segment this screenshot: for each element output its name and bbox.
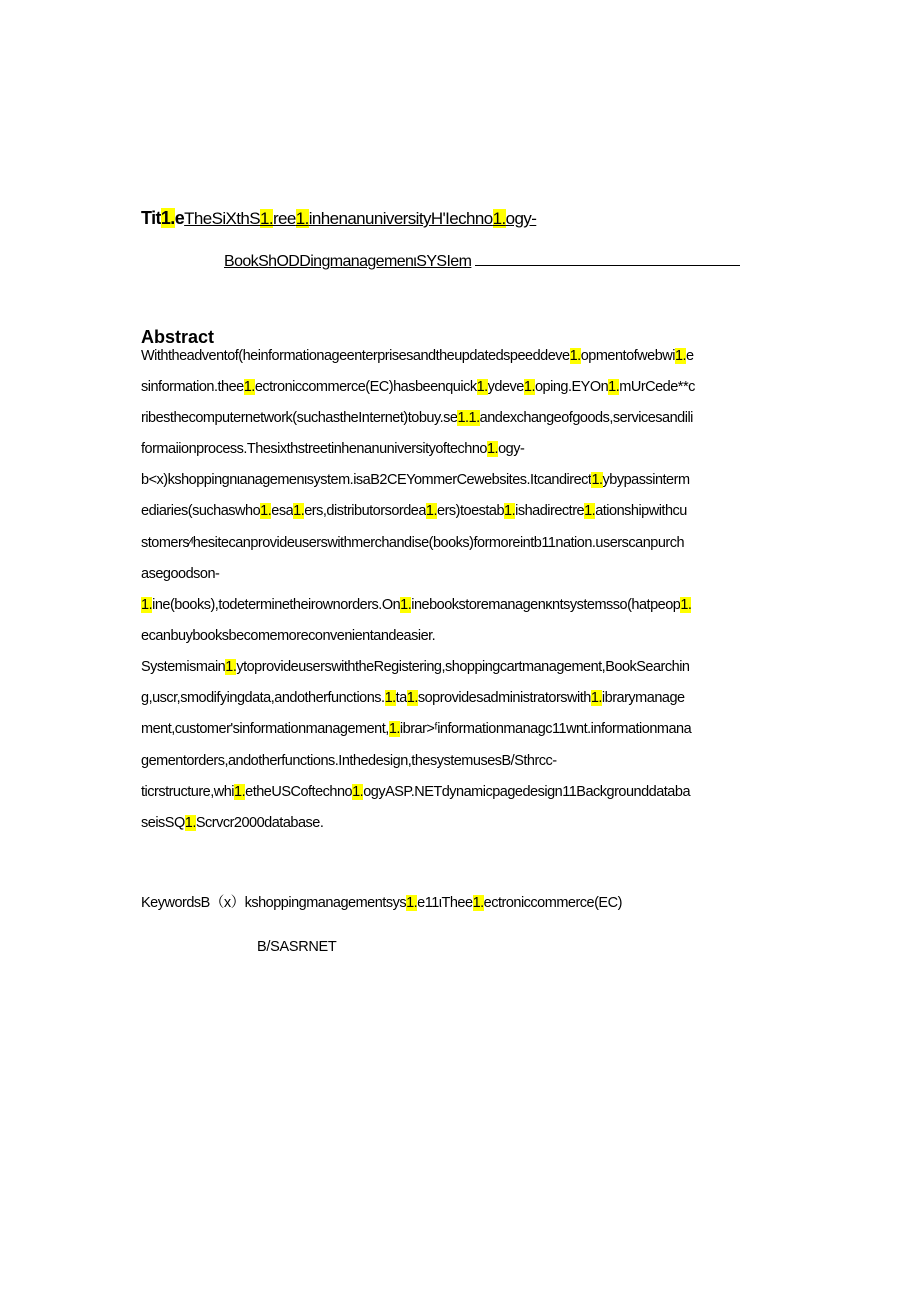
title-line-2 (224, 253, 740, 271)
text-run: ediaries(suchaswho (141, 503, 261, 519)
abstract-line (141, 784, 690, 800)
highlighted-text: 1. (406, 895, 418, 911)
abstract-line (141, 503, 687, 519)
text-run: ine(books),todeterminetheirownorders.On (152, 597, 401, 613)
text-run: ers)toestab (437, 503, 505, 519)
abstract-line (141, 628, 435, 644)
text-run: e (686, 348, 694, 364)
text-run: ydeve (487, 379, 524, 395)
text-run: ogy- (505, 209, 537, 228)
text-run: ribesthecomputernetwork(suchastheInternet)tobuy.se (141, 410, 458, 426)
text-run: Scrvcr2000database. (195, 815, 324, 831)
abstract-line (141, 379, 695, 395)
highlighted-text: 1. (259, 209, 273, 228)
abstract-line (141, 815, 323, 831)
highlighted-text: 1. (523, 379, 535, 395)
highlighted-text: 1. (591, 472, 603, 488)
highlighted-text: 1. (243, 379, 255, 395)
title-subtitle: BookShODDingmanagemenιSYSIem (224, 253, 472, 270)
title-underline-rule (475, 264, 740, 266)
highlighted-text: 1. (141, 597, 153, 613)
highlighted-text: 1. (608, 379, 620, 395)
text-run: Systemismain (141, 659, 226, 675)
title-label: Tit1.e (141, 208, 185, 228)
abstract-line (141, 753, 557, 769)
abstract-line (141, 441, 524, 457)
abstract-line (141, 597, 691, 613)
keywords-line-2: B/SASRNET (257, 939, 337, 955)
text-run: ers,distributorsordea (304, 503, 426, 519)
text-run: asegoodson- (141, 566, 220, 582)
text-run: TheSiXthS (184, 209, 260, 228)
text-run: sinformation.thee (141, 379, 244, 395)
abstract-line (141, 690, 685, 706)
text-run: seisSQ (141, 815, 185, 831)
text-run: ogy- (498, 441, 525, 457)
text-run: gementorders,andotherfunctions.Inthedesign,thesystemusesB/Sthrcc- (141, 753, 557, 769)
highlighted-text: 1. (486, 441, 499, 457)
highlighted-text: 1. (388, 721, 400, 737)
text-run: ibrarymanage (601, 690, 685, 706)
highlighted-text: 1. (406, 690, 418, 706)
text-run: g,uscr,smodifyingdata,andotherfunctions. (141, 690, 385, 706)
highlighted-text: 1. (260, 503, 272, 519)
text-run: opmentofwebwi (580, 348, 675, 364)
text-run: esa (271, 503, 294, 519)
text-run: formaiionprocess.Thesixthstreetinhenanuniversityoftechno (141, 441, 487, 457)
text-run: ticrstructure,whi (141, 784, 235, 800)
text-run: oping.EYOn (534, 379, 609, 395)
abstract-line (141, 721, 691, 737)
highlighted-text: 1. (590, 690, 602, 706)
text-run: ishadirectre (515, 503, 585, 519)
text-run: e11ιThee (417, 895, 473, 911)
highlighted-text: 1. (425, 503, 437, 519)
text-run: etheUSCoftechno (245, 784, 353, 800)
abstract-line (141, 659, 689, 675)
highlighted-text: 1. (492, 209, 506, 228)
abstract-line (141, 535, 684, 551)
text-run: ectroniccommerce(EC)hasbeenquick (254, 379, 477, 395)
text-run: ecanbuybooksbecomemoreconvenientandeasier. (141, 628, 436, 644)
abstract-heading: Abstract (141, 327, 215, 347)
highlighted-text: 1. (400, 597, 412, 613)
highlighted-text: 1. (225, 659, 237, 675)
highlighted-text: 1. (476, 379, 488, 395)
text-run: inhenanuniversityH'Iechno (308, 209, 493, 228)
text-run: KeywordsB（x）kshoppingmanagementsys (141, 895, 407, 911)
highlighted-text: 1.1. (457, 410, 480, 426)
text-run: andexchangeofgoods,servicesandili (479, 410, 693, 426)
highlighted-text: 1. (352, 784, 364, 800)
text-run: ytoprovideuserswiththeRegistering,shoppingcartmanagement,BookSearchin (236, 659, 690, 675)
abstract-line (141, 410, 693, 426)
text-run: inebookstoremanagenκntsystemsso(hatpeop (411, 597, 681, 613)
highlighted-text: 1. (293, 503, 305, 519)
highlighted-text: 1. (234, 784, 246, 800)
text-run: ibrar>ᶠinformationmanagc11wnt.informationmana (399, 721, 692, 737)
text-run: Withtheadventof(heinformationageenterprisesandtheupdatedspeeddeve (141, 348, 570, 364)
text-run: ment,customer'sinformationmanagement, (141, 721, 389, 737)
text-run: ogyASP.NETdynamicpagedesign11Backgrounddataba (363, 784, 691, 800)
text-run: ree (272, 209, 296, 228)
highlighted-text: 1. (569, 348, 581, 364)
title-text (184, 209, 536, 228)
highlighted-text: 1. (674, 348, 687, 364)
text-run: soprovidesadministratorswith (417, 690, 591, 706)
highlighted-text: 1. (184, 815, 196, 831)
highlighted-text: 1. (384, 690, 396, 706)
abstract-line (141, 348, 694, 364)
text-run: b<x)kshoppingnιanagemenιsystem.isaB2CEYommerCewebsites.Itcandirect (141, 472, 592, 488)
text-run: ta (395, 690, 407, 706)
highlighted-text: 1. (472, 895, 484, 911)
highlighted-text: 1. (295, 209, 309, 228)
highlighted-text: 1. (504, 503, 516, 519)
text-run: stomers⁄ᶦhesitecanprovideuserswithmerchandise(books)formoreintb11nation.userscanpurch (141, 535, 685, 551)
text-run: mUrCede**c (619, 379, 695, 395)
title-line-1 (141, 208, 536, 229)
highlighted-text: 1. (680, 597, 692, 613)
text-run: ectroniccommerce(EC) (483, 895, 622, 911)
keywords-line (141, 891, 622, 912)
abstract-line (141, 566, 219, 582)
abstract-line (141, 472, 690, 488)
highlighted-text: 1. (584, 503, 596, 519)
text-run: ybypassinterm (602, 472, 690, 488)
text-run: ationshipwithcu (595, 503, 687, 519)
